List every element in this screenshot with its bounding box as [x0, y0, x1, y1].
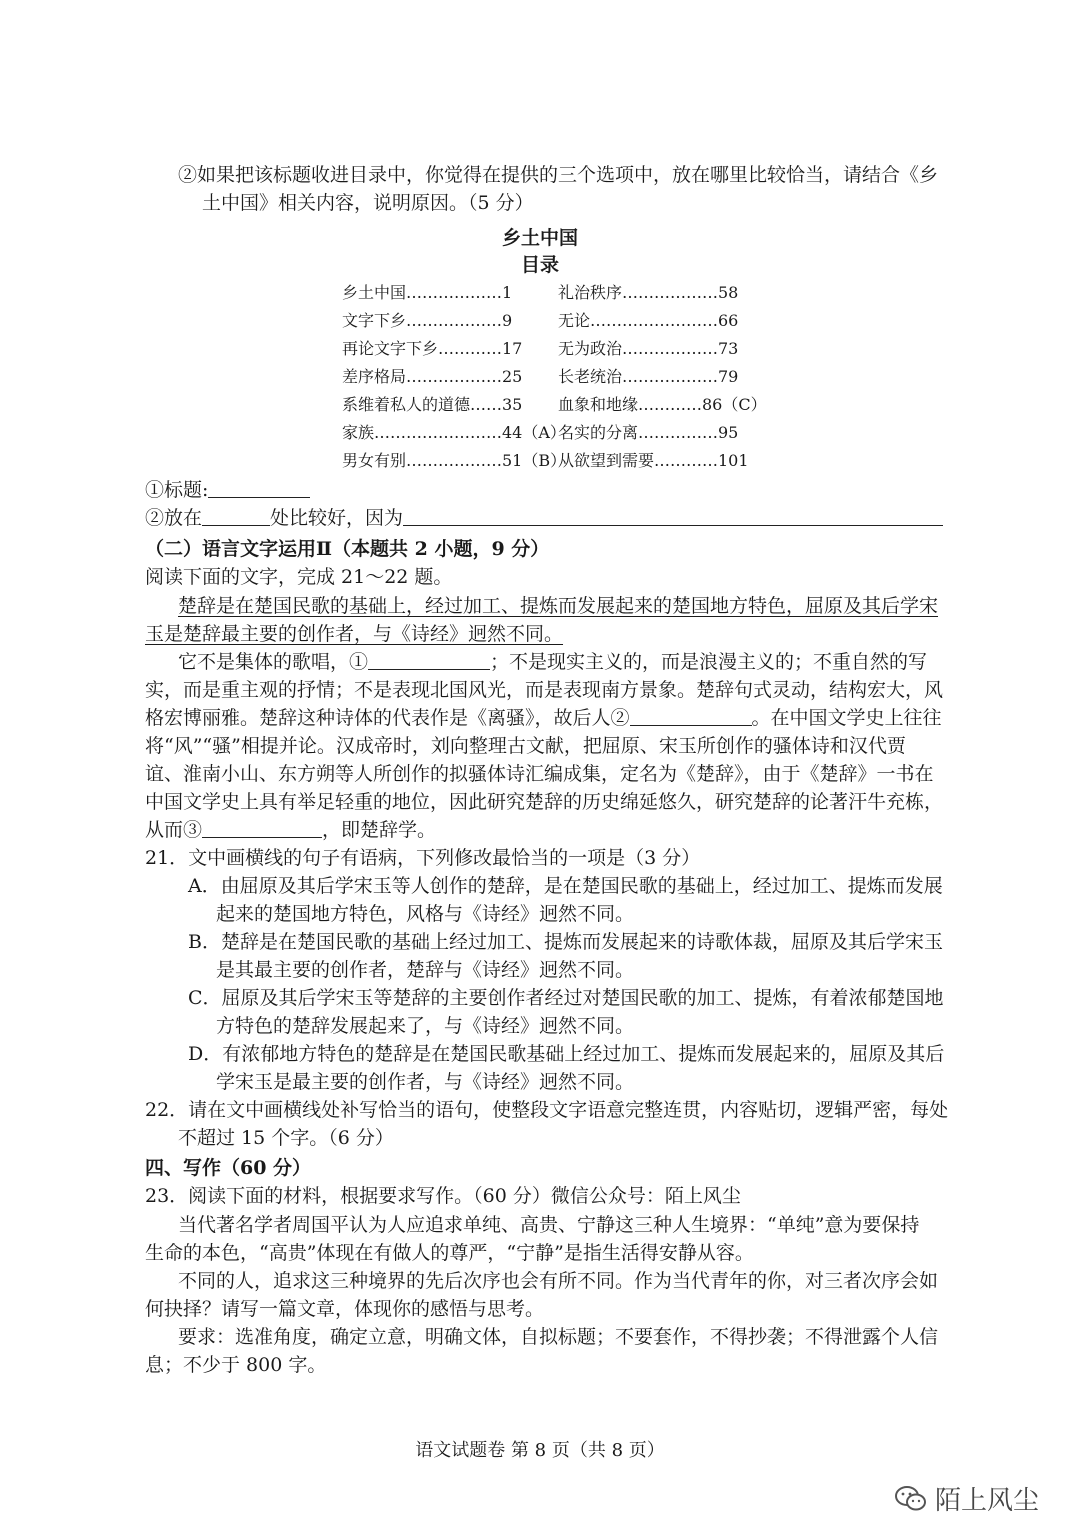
q22-line1: 22．请在文中画横线处补写恰当的语句，使整段文字语意完整连贯，内容贴切，逻辑严密，每处 — [145, 1099, 949, 1121]
answer-title-label: ①标题: — [145, 479, 209, 501]
q21-option-a-cont: 起来的楚国地方特色，风格与《诗经》迥然不同。 — [216, 903, 635, 925]
blank-2[interactable] — [630, 707, 752, 726]
passage-line: 将“风”“骚”相提并论。汉成帝时，刘向整理古文献，把屈原、宋玉所创作的骚体诗和汉代贾 — [145, 735, 906, 757]
passage-line — [178, 650, 927, 674]
toc-right-item: 无为政治………………73 — [558, 339, 739, 358]
answer-place-row — [145, 506, 943, 530]
q21-option-b[interactable]: B．楚辞是在楚国民歌的基础上经过加工、提炼而发展起来的诗歌体裁，屈原及其后学宋玉 — [188, 931, 943, 953]
answer-place-prefix: ②放在 — [145, 507, 203, 529]
underlined-sentence-line2: 玉是楚辞最主要的创作者，与《诗经》迥然不同。 — [145, 623, 564, 645]
q23-material-line: 何抉择？请写一篇文章，体现你的感悟与思考。 — [145, 1298, 545, 1320]
q21-stem: 21．文中画横线的句子有语病，下列修改最恰当的一项是（3 分） — [145, 847, 701, 869]
toc-left-item: 男女有别………………51（B） — [342, 451, 567, 470]
passage-text: 。在中国文学史上往往 — [751, 707, 942, 729]
passage-line — [145, 706, 942, 730]
q20-part2-line1: ②如果把该标题收进目录中，你觉得在提供的三个选项中，放在哪里比较恰当，请结合《乡 — [178, 164, 939, 186]
q21-option-b-cont: 是其最主要的创作者，楚辞与《诗经》迥然不同。 — [216, 959, 635, 981]
watermark-text: 陌上风尘 — [935, 1486, 1040, 1516]
q21-option-d[interactable]: D．有浓郁地方特色的楚辞是在楚国民歌基础上经过加工、提炼而发展起来的，屈原及其后 — [188, 1043, 945, 1065]
q23-requirement-line: 要求：选准角度，确定立意，明确文体，自拟标题；不要套作，不得抄袭；不得泄露个人信 — [178, 1326, 939, 1348]
answer-place-blank[interactable] — [202, 507, 270, 526]
answer-reason-blank[interactable] — [403, 507, 943, 526]
toc-book-title: 乡土中国 — [501, 227, 578, 249]
section4-heading: 四、写作（60 分） — [145, 1157, 312, 1179]
toc-right-item: 从欲望到需要…………101 — [558, 451, 749, 470]
toc-left-item: 系维着私人的道德……35 — [342, 395, 523, 414]
toc-left-item: 差序格局………………25 — [342, 367, 523, 386]
q22-line2: 不超过 15 个字。（6 分） — [178, 1127, 394, 1149]
blank-3[interactable] — [202, 819, 322, 838]
blank-1[interactable] — [368, 651, 490, 670]
answer-title-row — [145, 478, 310, 502]
passage-line — [145, 818, 436, 842]
passage-line: 中国文学史上具有举足轻重的地位，因此研究楚辞的历史绵延悠久，研究楚辞的论著汗牛充栋， — [145, 791, 944, 813]
toc-left-item: 乡土中国………………1 — [342, 283, 513, 302]
q23-requirement-line: 息；不少于 800 字。 — [145, 1354, 327, 1376]
toc-left-item: 再论文字下乡…………17 — [342, 339, 523, 358]
toc-left-item: 家族……………………44（A） — [342, 423, 566, 442]
watermark — [895, 1480, 1039, 1517]
toc-heading: 目录 — [520, 254, 559, 276]
answer-place-mid: 处比较好，因为 — [270, 507, 404, 529]
passage-text: ；不是现实主义的，而是浪漫主义的；不重自然的写 — [490, 651, 928, 673]
q23-material-line: 当代著名学者周国平认为人应追求单纯、高贵、宁静这三种人生境界：“单纯”意为要保持 — [178, 1214, 920, 1236]
q21-option-a[interactable]: A．由屈原及其后学宋玉等人创作的楚辞，是在楚国民歌的基础上，经过加工、提炼而发展 — [188, 875, 943, 897]
answer-title-blank[interactable] — [208, 479, 310, 498]
passage-text: 它不是集体的歌唱，① — [178, 651, 369, 673]
q21-option-c-cont: 方特色的楚辞发展起来了，与《诗经》迥然不同。 — [216, 1015, 635, 1037]
passage-text: 格宏博丽雅。楚辞这种诗体的代表作是《离骚》，故后人② — [145, 707, 630, 729]
wechat-icon — [895, 1485, 927, 1513]
q23-material-line: 不同的人，追求这三种境界的先后次序也会有所不同。作为当代青年的你，对三者次序会如 — [178, 1270, 939, 1292]
underlined-sentence-line1: 楚辞是在楚国民歌的基础上，经过加工、提炼而发展起来的楚国地方特色，屈原及其后学宋 — [178, 595, 939, 617]
passage-line: 谊、淮南小山、东方朔等人所创作的拟骚体诗汇编成集，定名为《楚辞》，由于《楚辞》一书在 — [145, 763, 934, 785]
q23-stem: 23．阅读下面的材料，根据要求写作。（60 分）微信公众号：陌上风尘 — [145, 1185, 741, 1207]
passage-text: 从而③ — [145, 819, 203, 841]
page-footer: 语文试题卷 第 8 页（共 8 页） — [415, 1440, 665, 1461]
toc-right-item: 礼治秩序………………58 — [558, 283, 739, 302]
q20-part2-line2: 土中国》相关内容，说明原因。（5 分） — [202, 192, 534, 214]
toc-right-item: 血象和地缘…………86（C） — [558, 395, 767, 414]
passage-text: ，即楚辞学。 — [322, 819, 437, 841]
toc-right-item: 长老统治………………79 — [558, 367, 739, 386]
q23-material-line: 生命的本色，“高贵”体现在有做人的尊严，“宁静”是指生活得安静从容。 — [145, 1242, 754, 1264]
toc-right-item: 名实的分离……………95 — [558, 423, 739, 442]
q21-option-d-cont: 学宋玉是最主要的创作者，与《诗经》迥然不同。 — [216, 1071, 635, 1093]
q21-option-c[interactable]: C．屈原及其后学宋玉等楚辞的主要创作者经过对楚国民歌的加工、提炼，有着浓郁楚国地 — [188, 987, 944, 1009]
section2-heading: （二）语言文字运用Ⅱ（本题共 2 小题，9 分） — [145, 538, 550, 560]
passage-line: 实，而是重主观的抒情；不是表现北国风光，而是表现南方景象。楚辞句式灵动，结构宏大，风 — [145, 679, 944, 701]
section2-instruction: 阅读下面的文字，完成 21～22 题。 — [145, 566, 453, 588]
toc-left-item: 文字下乡………………9 — [342, 311, 513, 330]
toc-right-item: 无论……………………66 — [558, 311, 739, 330]
